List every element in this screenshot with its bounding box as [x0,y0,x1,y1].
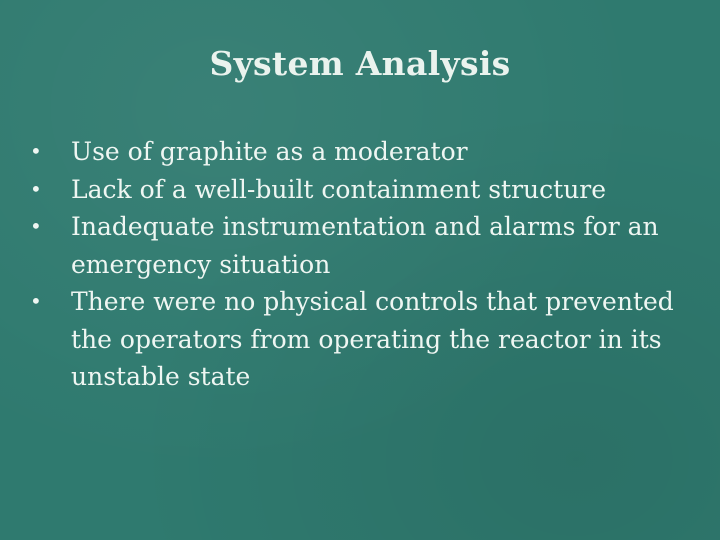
bullet-item [30,171,700,209]
bullet-text: Inadequate instrumentation and alarms for an emergency situation [71,212,659,279]
bullet-item [30,283,700,396]
bullet-item [30,208,700,283]
bullet-icon: • [30,176,42,201]
bullet-text: There were no physical controls that prevented the operators from operating the reactor in its unstable state [71,287,674,391]
bullet-list [30,133,700,396]
bullet-item [30,133,700,171]
bullet-text: Lack of a well-built containment structure [71,174,607,204]
bullet-icon: • [30,139,42,163]
bullet-text: Use of graphite as a moderator [71,137,468,166]
slide-title: System Analysis [209,44,511,83]
bullet-icon: • [30,214,42,238]
bullet-icon: • [30,289,42,313]
